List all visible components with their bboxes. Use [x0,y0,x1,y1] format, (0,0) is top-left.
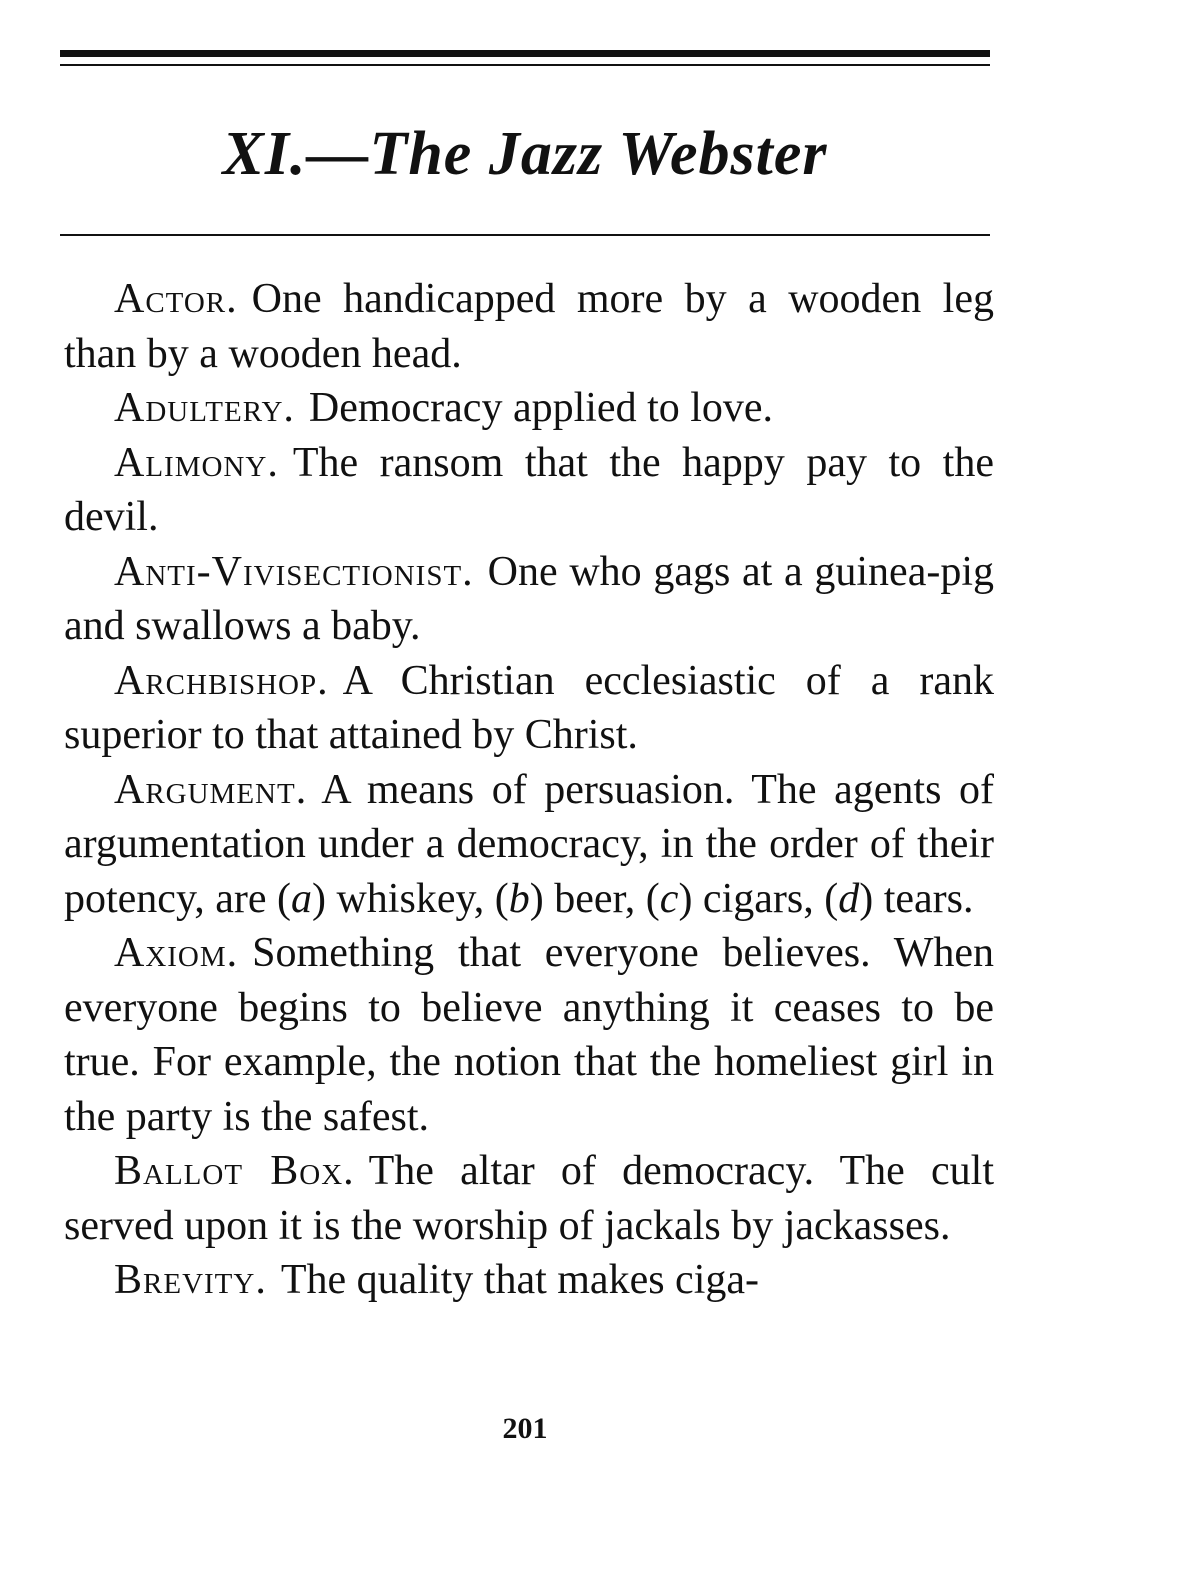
entry-term: Ballot Box. [114,1148,355,1194]
entry-definition: A Christian ecclesiastic of a rank superior to that attained by Christ. [64,657,994,758]
entry-term: Anti-Vivisectionist. [114,548,474,595]
entry-definition: One handicapped more by a wooden leg than by a wooden head. [64,276,994,377]
entry-argument [64,763,994,927]
entry-definition: Something that everyone believes. When everyone begins to believe anything it ceases to be true. For example, the notion that the homeliest girl in the party is the safest. [64,930,994,1140]
entry-definition-part: A means of persuasion. The agents of argumentation under a democracy, in the order of their potency, are ( [64,766,994,922]
entry-brevity [64,1253,994,1308]
entry-term: Axiom. [114,930,239,976]
entry-term: Actor. [114,276,238,322]
top-thick-rule [60,50,990,57]
enumeration-letter: b [508,875,530,922]
entry-definition: The ransom that the happy pay to the devil. [64,439,994,540]
top-thin-rule [60,64,990,66]
entry-adultery [64,381,994,436]
entry-archbishop [64,654,994,763]
entry-term: Adultery. [114,385,295,431]
entry-term: Argument. [114,766,308,813]
entry-definition-part: ) whiskey, ( [311,875,509,922]
entry-axiom [64,926,994,1144]
entry-definition: The altar of democracy. The cult served upon it is the worship of jackals by jackasses. [64,1148,994,1249]
entry-actor [64,272,994,381]
title-bottom-rule [60,234,990,236]
entry-definition: The quality that makes ciga- [280,1257,759,1303]
enumeration-letter: c [659,875,679,922]
page-number: 201 [502,1412,548,1445]
entry-definition-part: ) beer, ( [529,875,660,922]
enumeration-letter: a [290,875,312,922]
chapter-title: XI.—The Jazz Webster [222,120,828,188]
enumeration-letter: d [838,875,860,922]
entry-definition: One who gags at a guinea-pig and swallows a baby. [64,548,994,649]
entry-ballot-box [64,1144,994,1253]
entry-term: Alimony. [114,439,279,486]
entry-alimony [64,436,994,545]
dictionary-entries [64,272,994,1308]
entry-definition-part: ) cigars, ( [678,875,839,922]
entry-term: Brevity. [114,1257,267,1303]
entry-term: Archbishop. [114,657,329,704]
entry-anti-vivisectionist [64,545,994,654]
entry-definition: Democracy applied to love. [308,385,774,431]
entry-definition-part: ) tears. [859,875,974,922]
